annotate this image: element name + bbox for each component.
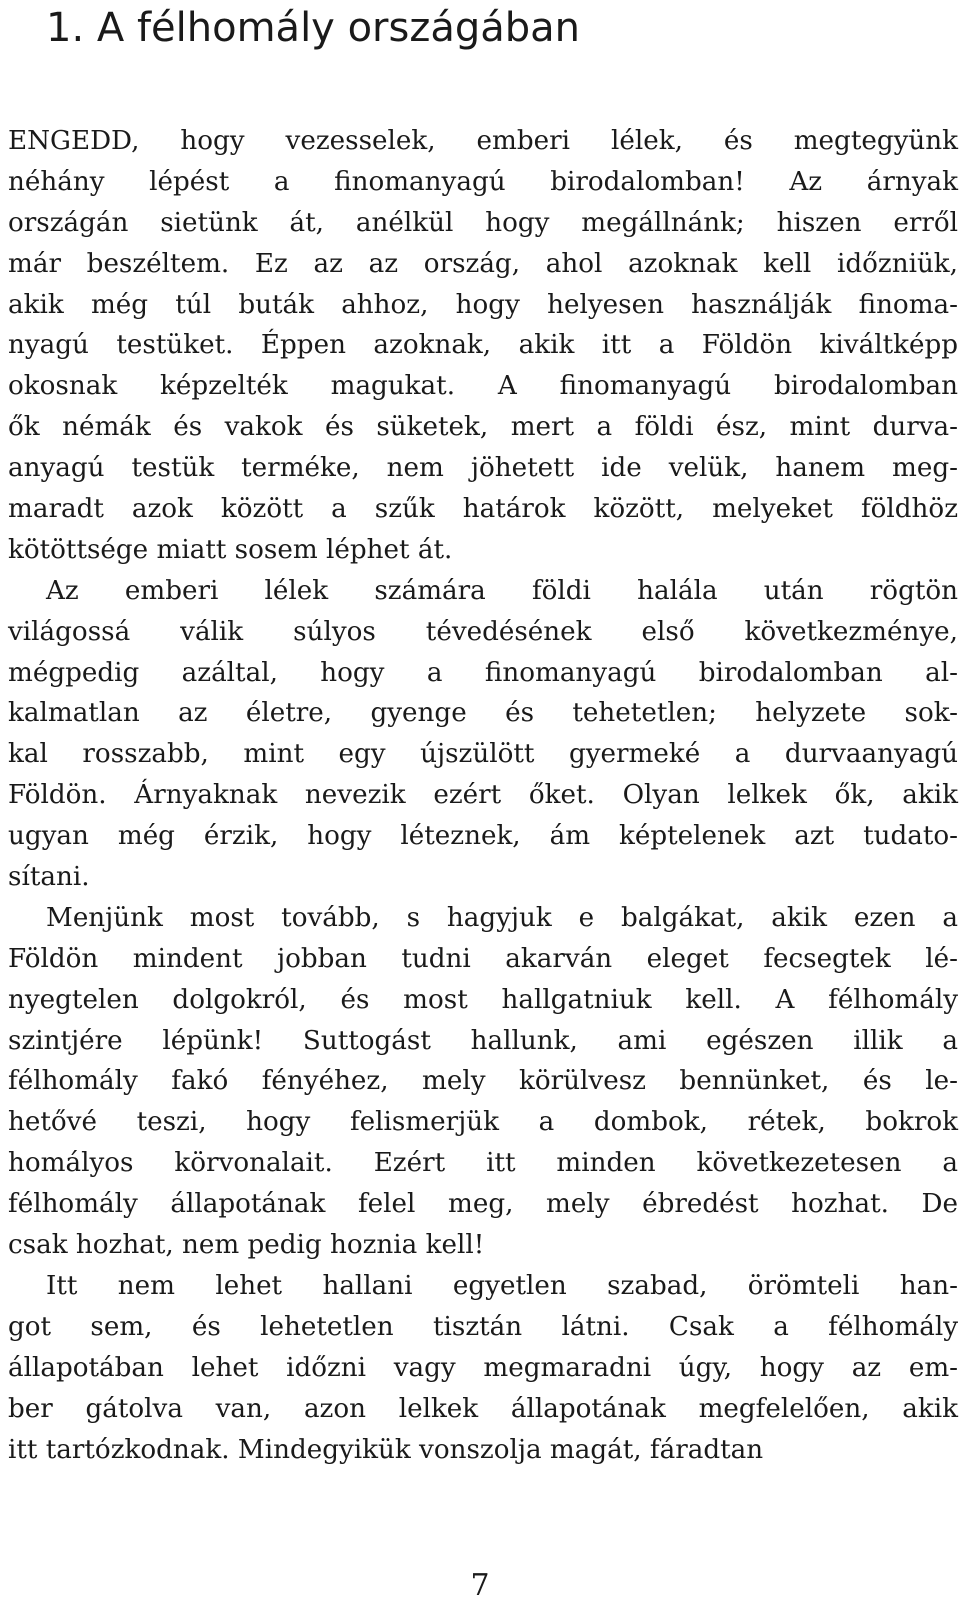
text-line	[8, 612, 958, 653]
text-line	[8, 898, 958, 939]
text-line	[8, 407, 958, 448]
paragraph	[8, 571, 958, 898]
text-line-content: homályos körvonalait. Ezért itt minden következetesen a	[8, 1148, 958, 1179]
text-line	[8, 530, 958, 571]
chapter-title: 1. A félhomály országában	[46, 5, 580, 51]
text-line	[8, 571, 958, 612]
paragraph	[8, 121, 958, 571]
paragraph	[8, 898, 958, 1266]
text-line-content: got sem, és lehetetlen tisztán látni. Csak a félhomály	[8, 1311, 958, 1342]
text-line-content: nyagú testüket. Éppen azoknak, akik itt a Földön kiváltképp	[8, 330, 958, 361]
text-line-content: Földön mindent jobban tudni akarván eleget fecsegtek lé-	[8, 943, 958, 974]
text-line	[8, 1021, 958, 1062]
text-line	[8, 693, 958, 734]
text-line-content: ber gátolva van, azon lelkek állapotának megfelelően, akik	[8, 1393, 958, 1424]
text-line	[8, 653, 958, 694]
page-number: 7	[470, 1568, 490, 1603]
text-line	[8, 734, 958, 775]
text-line	[8, 816, 958, 857]
text-line-content: kalmatlan az életre, gyenge és tehetetlen; helyzete sok-	[8, 698, 958, 729]
text-line-content: országán sietünk át, anélkül hogy megállnánk; hiszen erről	[8, 207, 958, 238]
text-line-content: kötöttsége miatt sosem léphet át.	[8, 534, 453, 565]
text-line	[8, 1307, 958, 1348]
text-line-content: már beszéltem. Ez az az ország, ahol azoknak kell időzniük,	[8, 248, 958, 279]
text-line	[8, 980, 958, 1021]
text-line	[8, 448, 958, 489]
text-line	[8, 857, 958, 898]
text-line-content: félhomály fakó fényéhez, mely körülvesz bennünket, és le-	[8, 1066, 958, 1097]
text-line	[8, 121, 958, 162]
text-line	[8, 939, 958, 980]
text-line-content: akik még túl buták ahhoz, hogy helyesen használják finoma-	[8, 289, 958, 320]
text-line-content: Földön. Árnyaknak nevezik ezért őket. Olyan lelkek ők, akik	[8, 780, 958, 811]
text-line	[8, 1061, 958, 1102]
text-line-content: néhány lépést a finomanyagú birodalomban! Az árnyak	[8, 166, 958, 197]
text-line	[8, 325, 958, 366]
paragraph	[8, 1266, 958, 1470]
text-line	[8, 203, 958, 244]
text-line	[8, 489, 958, 530]
text-line-content: mégpedig azáltal, hogy a finomanyagú birodalomban al-	[8, 657, 958, 688]
text-line	[8, 162, 958, 203]
chapter-body	[8, 121, 958, 1470]
text-line	[8, 285, 958, 326]
text-line-content: félhomály állapotának felel meg, mely ébredést hozhat. De	[8, 1189, 958, 1220]
text-line-content: ők némák és vakok és süketek, mert a földi ész, mint durva-	[8, 412, 958, 443]
text-line-content: csak hozhat, nem pedig hoznia kell!	[8, 1230, 485, 1261]
text-line-content: ugyan még érzik, hogy léteznek, ám képtelenek azt tudato-	[8, 821, 958, 852]
text-line	[8, 244, 958, 285]
text-line	[8, 1143, 958, 1184]
text-line-content: hetővé teszi, hogy felismerjük a dombok, rétek, bokrok	[8, 1107, 958, 1138]
text-line-content: kal rosszabb, mint egy újszülött gyermeké a durvaanyagú	[8, 739, 958, 770]
text-line-content: Az emberi lélek számára földi halála után rögtön	[46, 575, 958, 606]
text-line-content: itt tartózkodnak. Mindegyikük vonszolja magát, fáradtan	[8, 1434, 764, 1465]
text-line-content: maradt azok között a szűk határok között, melyeket földhöz	[8, 494, 958, 525]
text-line	[8, 1348, 958, 1389]
text-line-content: okosnak képzelték magukat. A finomanyagú birodalomban	[8, 371, 958, 402]
text-line-content: világossá válik súlyos tévedésének első következménye,	[8, 616, 958, 647]
text-line-content: anyagú testük terméke, nem jöhetett ide velük, hanem meg-	[8, 453, 958, 484]
text-line-content: sítani.	[8, 862, 90, 893]
text-line	[8, 1102, 958, 1143]
text-line-content: Menjünk most tovább, s hagyjuk e balgákat, akik ezen a	[46, 902, 958, 933]
text-line	[8, 1184, 958, 1225]
text-line	[8, 1389, 958, 1430]
text-line-content: Itt nem lehet hallani egyetlen szabad, örömteli han-	[46, 1270, 958, 1301]
text-line	[8, 1225, 958, 1266]
text-line	[8, 366, 958, 407]
text-line	[8, 775, 958, 816]
text-line	[8, 1266, 958, 1307]
text-line-content: szintjére lépünk! Suttogást hallunk, ami egészen illik a	[8, 1025, 958, 1056]
text-line-content: nyegtelen dolgokról, és most hallgatniuk kell. A félhomály	[8, 984, 958, 1015]
text-line	[8, 1430, 958, 1471]
text-line-content: ENGEDD, hogy vezesselek, emberi lélek, és megtegyünk	[8, 126, 958, 156]
text-line-content: állapotában lehet időzni vagy megmaradni úgy, hogy az em-	[8, 1352, 958, 1383]
